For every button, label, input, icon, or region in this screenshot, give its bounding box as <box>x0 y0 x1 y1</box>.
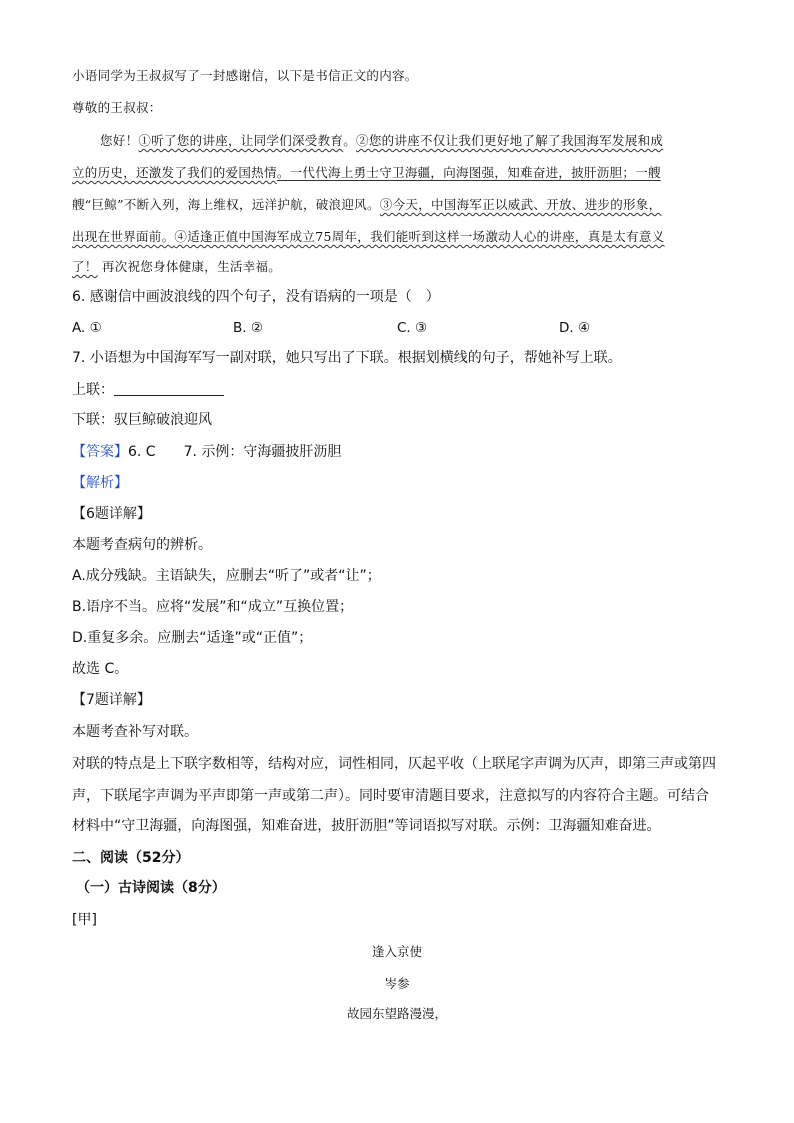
sentence-4-wavy-part2: 了！ <box>72 259 98 274</box>
detail-7-line: 本题考查补写对联。 <box>72 724 198 740</box>
upper-couplet-label: 上联： <box>72 382 114 398</box>
q6-option-b: B. ② <box>233 320 263 336</box>
q6-option-d: D. ④ <box>559 320 591 336</box>
detail-7-line: 对联的特点是上下联字数相等，结构对应，词性相同，仄起平收（上联尾字声调为仄声，即第三声或第四 <box>72 756 716 772</box>
detail-6-line: 故选 C。 <box>72 661 129 677</box>
poem-title: 逢入京使 <box>371 944 422 959</box>
answer-line <box>72 442 341 462</box>
letter-line-5 <box>72 257 281 277</box>
letter-line-1 <box>100 131 663 151</box>
detail-6-line: A.成分残缺。主语缺失，应删去“听了”或者“让”； <box>72 568 381 584</box>
answer-tag: 【答案】 <box>72 444 128 460</box>
letter-punct: 。 <box>343 133 357 148</box>
intro-text: 小语同学为王叔叔写了一封感谢信，以下是书信正文的内容。 <box>72 68 418 83</box>
letter-text-3a: 艘“巨鲸”不断入列，海上维权，远洋护航，破浪迎风。 <box>72 197 380 212</box>
answer-text: 6. C 7. 示例：守海疆披肝沥胆 <box>128 444 342 460</box>
q6-option-a: A. ① <box>72 320 102 336</box>
sentence-2-wavy-part2: 立的历史，还激发了我们的爱国热情 <box>72 165 277 180</box>
detail-7-line: 材料中“守卫海疆，向海图强，知难奋进，披肝沥胆”等词语拟写对联。示例：卫海疆知难奋进。 <box>72 818 661 834</box>
analysis-tag: 【解析】 <box>72 475 128 491</box>
section-2-heading: 二、阅读（52分） <box>72 850 190 866</box>
question-6-stem: 6. 感谢信中画波浪线的四个句子，没有语病的一项是（ ） <box>72 289 440 305</box>
sentence-2-wavy-part1: ②您的讲座不仅让我们更好地了解了我国海军发展和成 <box>356 133 664 148</box>
detail-6-line: D.重复多余。应删去“适逢”或“正值”； <box>72 630 313 646</box>
letter-line-2 <box>72 163 661 183</box>
poem-label-jia: [甲] <box>72 912 97 928</box>
detail-6-title: 【6题详解】 <box>72 506 151 522</box>
letter-line-4 <box>72 227 665 247</box>
q6-option-c: C. ③ <box>397 320 428 336</box>
upper-couplet-blank <box>114 381 224 396</box>
detail-6-line: B.语序不当。应将“发展”和“成立”互换位置； <box>72 599 354 615</box>
section-2-1-heading: （一）古诗阅读（8分） <box>76 880 226 896</box>
question-7-stem: 7. 小语想为中国海军写一副对联，她只写出了下联。根据划横线的句子，帮她补写上联。 <box>72 350 622 366</box>
letter-line-3 <box>72 195 661 215</box>
poem-line-1: 故园东望路漫漫， <box>346 1006 447 1021</box>
detail-7-line: 声，下联尾字声调为平声即第一声或第二声）。同时要审清题目要求，注意拟写的内容符合主题。可结合 <box>72 788 709 804</box>
letter-salutation: 尊敬的王叔叔： <box>72 100 162 115</box>
poem-author: 岑参 <box>384 976 410 991</box>
sentence-3-wavy-part1: ③今天，中国海军正以威武、开放、进步的形象， <box>379 197 662 212</box>
sentence-1-wavy: ①听了您的讲座，让同学们深受教育 <box>138 133 344 148</box>
detail-6-line: 本题考查病句的辨析。 <box>72 537 212 553</box>
underlined-phrase: 。一代代海上勇士守卫海疆，向海图强，知难奋进，披肝沥胆；一艘 <box>276 165 661 180</box>
letter-closing: 再次祝您身体健康，生活幸福。 <box>101 259 282 274</box>
upper-couplet-line <box>72 380 224 400</box>
letter-greeting: 您好！ <box>100 133 139 148</box>
sentence-4-wavy-part1: ④适逢正值中国海军成立75周年，我们能听到这样一场激动人心的讲座，真是太有意义 <box>174 229 665 244</box>
detail-7-title: 【7题详解】 <box>72 692 151 708</box>
lower-couplet: 下联：驭巨鲸破浪迎风 <box>72 412 212 428</box>
sentence-3-wavy-part2: 出现在世界面前。 <box>72 229 175 244</box>
